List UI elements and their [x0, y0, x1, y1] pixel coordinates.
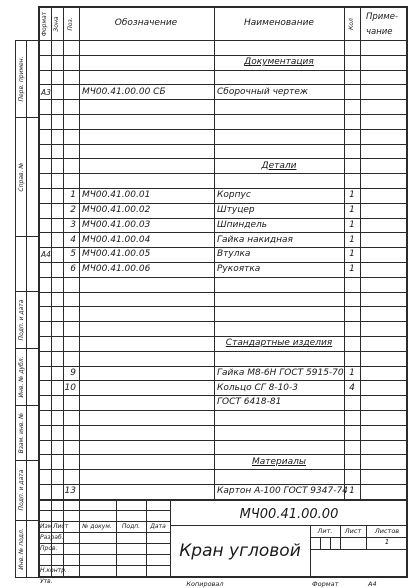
- cell-name: Штуцер: [217, 205, 255, 215]
- cell-name: Корпус: [217, 190, 251, 201]
- title-block-top: [38, 499, 408, 501]
- sheets-value: 1: [384, 538, 390, 546]
- row-line: [38, 158, 408, 159]
- format-label: Формат: [312, 580, 339, 588]
- cell-name: Шпиндель: [217, 219, 268, 230]
- col-sign: Подп.: [121, 523, 141, 530]
- row-line: [38, 336, 408, 337]
- title-block-lit-sub: [320, 537, 321, 549]
- frame-top: [38, 6, 408, 8]
- role-norm-control: Н.контр.: [40, 567, 67, 574]
- cell-quantity: 1: [349, 486, 355, 497]
- row-line: [38, 425, 408, 426]
- cell-designation: МЧ00.41.00.02: [82, 205, 151, 215]
- cell-format: А4: [41, 250, 51, 260]
- section-heading: Стандартные изделия: [225, 338, 333, 349]
- row-line: [38, 70, 408, 71]
- cell-designation: МЧ00.41.00.04: [82, 234, 151, 245]
- cell-position: 6: [70, 264, 76, 275]
- cell-quantity: 1: [349, 219, 355, 230]
- cell-quantity: 1: [349, 205, 355, 215]
- cell-quantity: 1: [349, 264, 355, 275]
- cell-name: Кольцо СГ 8-10-3: [217, 382, 299, 393]
- sheet-label: Лист: [344, 527, 362, 535]
- side-label-sign-date-2: Подп. и дата: [17, 469, 25, 511]
- col-doc: № докум.: [82, 523, 112, 530]
- row-line: [38, 188, 408, 189]
- header-position: Поз.: [67, 17, 74, 31]
- row-line: [38, 306, 408, 307]
- row-line: [38, 232, 408, 233]
- row-line: [38, 440, 408, 441]
- cell-designation: МЧ00.41.00.00 СБ: [82, 86, 166, 97]
- col-izm: Изм: [40, 523, 53, 530]
- sheets-label: Листов: [374, 527, 400, 535]
- col-list: Лист: [53, 523, 69, 530]
- row-line: [38, 99, 408, 100]
- cell-name: Втулка: [217, 249, 251, 260]
- cell-designation: МЧ00.41.00.03: [82, 219, 151, 230]
- cell-name: Картон А-100 ГОСТ 9347-74: [217, 486, 348, 497]
- format-value: А4: [368, 580, 377, 588]
- title-block-lit-row-2: [310, 549, 408, 550]
- title-block-col: [79, 499, 80, 578]
- row-line: [38, 292, 408, 293]
- strip-divider: [15, 405, 38, 406]
- title-block-col: [170, 499, 171, 578]
- title-block-right-sep: [310, 525, 311, 578]
- cell-quantity: 1: [349, 249, 355, 260]
- strip-divider: [15, 577, 38, 578]
- lit-label: Лит.: [317, 527, 333, 535]
- strip-divider: [15, 348, 38, 349]
- role-developer: Разраб.: [40, 534, 64, 541]
- side-label-inv-dupl: Инв. № дубл.: [17, 355, 25, 398]
- cell-position: 2: [70, 205, 76, 215]
- side-label-first-use: Перв. примен.: [17, 55, 25, 102]
- cell-quantity: 1: [349, 367, 355, 378]
- header-note: Приме-: [366, 12, 399, 22]
- row-line: [38, 55, 408, 56]
- title-block-lit-row: [310, 537, 408, 538]
- cell-designation: МЧ00.41.00.05: [82, 249, 151, 260]
- header-zone: Зона: [53, 16, 60, 32]
- role-approved: Утв.: [40, 578, 53, 585]
- row-line: [38, 410, 408, 411]
- header-format: Формат: [41, 11, 48, 37]
- header-separator: [38, 40, 408, 41]
- row-line: [38, 203, 408, 204]
- strip-mid: [26, 40, 27, 577]
- row-line: [38, 366, 408, 367]
- title-block-col: [146, 499, 147, 578]
- copied-label: Копировал: [186, 580, 224, 588]
- cell-position: 4: [70, 234, 76, 245]
- side-label-replaced-inv: Взам. инв. №: [17, 412, 25, 453]
- row-line: [38, 84, 408, 85]
- side-label-reference: Справ. №: [17, 161, 25, 192]
- section-heading: Документация: [244, 57, 314, 67]
- title-block-row: [38, 543, 170, 544]
- row-line: [38, 454, 408, 455]
- cell-name: Рукоятка: [217, 264, 261, 275]
- title-block-row: [38, 554, 170, 555]
- row-line: [38, 395, 408, 396]
- cell-quantity: 1: [349, 234, 355, 245]
- cell-position: 9: [70, 367, 76, 378]
- section-heading: Детали: [261, 160, 297, 171]
- header-quantity: Кол: [348, 18, 355, 30]
- title-block-row: [38, 576, 170, 577]
- section-heading: Материалы: [252, 456, 306, 467]
- row-line: [38, 114, 408, 115]
- cell-name: ГОСТ 6418-81: [217, 397, 282, 408]
- row-line: [38, 469, 408, 470]
- row-line: [38, 218, 408, 219]
- title-block-lit-sub-2: [330, 537, 331, 549]
- header-designation: Обозначение: [114, 18, 178, 28]
- cell-position: 5: [70, 249, 76, 260]
- cell-position: 1: [70, 190, 76, 201]
- strip-divider: [15, 236, 38, 237]
- header-note-cont: чание: [366, 27, 393, 37]
- header-name: Наименование: [244, 18, 314, 28]
- document-title: Кран угловой: [179, 541, 301, 561]
- col-date: Дата: [150, 523, 166, 530]
- cell-quantity: 1: [349, 190, 355, 201]
- row-line: [38, 351, 408, 352]
- cell-position: 13: [64, 486, 76, 497]
- title-block-lit-col-2: [366, 525, 367, 549]
- title-block-row: [38, 532, 170, 533]
- title-block-row: [38, 510, 170, 511]
- title-block-lit-col: [340, 525, 341, 549]
- row-line: [38, 277, 408, 278]
- cell-name: Сборочный чертеж: [217, 86, 309, 97]
- title-block-row: [38, 521, 170, 522]
- strip-divider: [15, 460, 38, 461]
- title-block-title-sep: [170, 525, 408, 526]
- row-line: [38, 484, 408, 485]
- cell-position: 10: [64, 382, 76, 393]
- document-number: МЧ00.41.00.00: [239, 507, 339, 522]
- cell-position: 3: [70, 219, 76, 230]
- row-line: [38, 173, 408, 174]
- cell-designation: МЧ00.41.00.06: [82, 264, 151, 275]
- role-checker: Пров.: [40, 545, 58, 552]
- row-line: [38, 247, 408, 248]
- strip-divider: [15, 291, 38, 292]
- row-line: [38, 380, 408, 381]
- cell-format: А3: [41, 87, 51, 97]
- row-line: [38, 144, 408, 145]
- row-line: [38, 129, 408, 130]
- cell-name: Гайка накидная: [217, 234, 293, 245]
- side-label-sign-date-1: Подп. и дата: [17, 299, 25, 340]
- side-label-inv-orig: Инв. № подл.: [17, 527, 25, 570]
- row-line: [38, 321, 408, 322]
- strip-top: [15, 40, 38, 41]
- strip-divider: [15, 117, 38, 118]
- cell-name: Гайка М8-6Н ГОСТ 5915-70: [217, 367, 344, 378]
- cell-quantity: 4: [349, 382, 355, 393]
- title-block-row: [38, 565, 170, 566]
- row-line: [38, 262, 408, 263]
- title-block-col: [116, 499, 117, 578]
- strip-left: [15, 40, 16, 577]
- strip-divider: [15, 520, 38, 521]
- cell-designation: МЧ00.41.00.01: [82, 190, 151, 201]
